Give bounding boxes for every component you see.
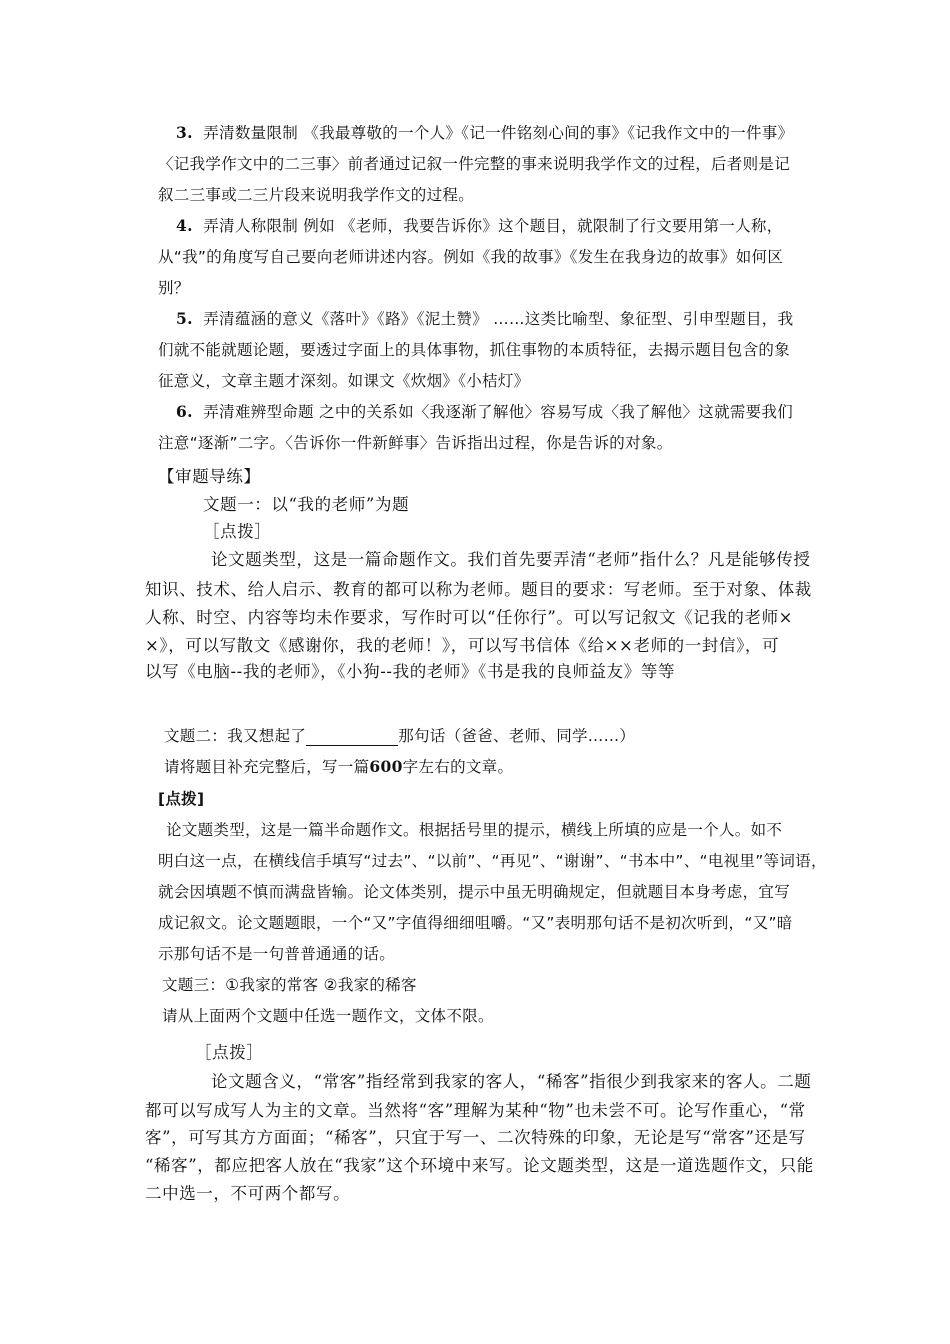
topic-2-title-suffix: 那句话（爸爸、老师、同学……） — [398, 727, 636, 745]
topic-1-line-2: 知识、技术、给人启示、教育的都可以称为老师。题目的要求：写老师。至于对象、体裁 — [145, 580, 812, 599]
tip-item-3-line-2: 〈记我学作文中的二三事〉前者通过记叙一件完整的事来说明我学作文的过程，后者则是记 — [158, 155, 791, 173]
topic-2-word-count: 600 — [369, 757, 403, 776]
topic-2-tip-label: [点拨] — [158, 790, 205, 808]
topic-1-line-1: 论文题类型，这是一篇命题作文。我们首先要弄清“老师”指什么？凡是能够传授 — [211, 550, 811, 569]
topic-1-line-4: ×》，可以写散文《感谢你，我的老师！》，可以写书信体《给××老师的一封信》，可 — [145, 636, 780, 655]
topic-2-line-2: 明白这一点，在横线信手填写“过去”、“以前”、“再见”、“谢谢”、“书本中”、“电视里”等词语， — [158, 852, 827, 870]
tip-item-3-line-3: 叙二三事或二三片段来说明我学作文的过程。 — [158, 186, 475, 204]
topic-2-line-3: 就会因填题不慎而满盘皆输。论文体类别，提示中虽无明确规定，但就题目本身考虑，宜写 — [158, 883, 791, 901]
topic-3-line-2: 都可以写成写人为主的文章。当然将“客”理解为某种“物”也未尝不可。论写作重心，“常 — [145, 1101, 806, 1120]
practice-heading: 【审题导练】 — [158, 467, 261, 486]
topic-1-line-3: 人称、时空、内容等均未作要求，写作时可以“任你行”。可以写记叙文《记我的老师× — [145, 608, 794, 627]
topic-3-line-5: 二中选一，不可两个都写。 — [145, 1184, 351, 1203]
tip-item-6-line-1 — [176, 402, 793, 422]
tip-item-4-line-3: 别？ — [158, 279, 190, 297]
topic-2-line-1: 论文题类型，这是一篇半命题作文。根据括号里的提示，横线上所填的应是一个人。如不 — [166, 821, 783, 839]
tip-item-3-number: 3. — [176, 123, 193, 142]
topic-3-tip-label: ［点拨］ — [195, 1043, 264, 1062]
tip-item-5-line-3: 征意义，文章主题才深刻。如课文《炊烟》《小桔灯》 — [158, 372, 530, 390]
topic-1-title: 文题一：以“我的老师”为题 — [203, 495, 410, 514]
topic-2-req-prefix: 请将题目补充完整后，写一篇 — [164, 758, 370, 776]
topic-2-line-5: 示那句话不是一句普普通通的话。 — [158, 945, 396, 963]
tip-item-4-line-1 — [176, 216, 783, 236]
tip-item-3-line-1 — [176, 123, 793, 143]
tip-item-5-number: 5. — [176, 309, 193, 328]
topic-1-line-5: 以写《电脑--我的老师》，《小狗--我的老师》《书是我的良师益友》等等 — [145, 662, 676, 681]
tip-item-5-text: 弄清蕴涵的意义《落叶》《路》《泥土赞》 ……这类比喻型、象征型、引申型题目，我 — [203, 310, 794, 328]
topic-2-fill-blank — [306, 727, 398, 746]
tip-item-4-number: 4. — [176, 216, 193, 235]
topic-1-tip-label: ［点拨］ — [203, 522, 272, 541]
tip-item-4-line-2: 从“我”的角度写自己要向老师讲述内容。例如《我的故事》《发生在我身边的故事》如何区 — [158, 248, 784, 266]
topic-3-requirement: 请从上面两个文题中任选一题作文，文体不限。 — [162, 1007, 494, 1025]
topic-3-line-1: 论文题含义，“常客”指经常到我家的客人，“稀客”指很少到我家来的客人。二题 — [211, 1072, 812, 1091]
tip-item-5-line-1 — [176, 309, 793, 329]
topic-3-title: 文题三：①我家的常客 ②我家的稀客 — [162, 976, 417, 994]
topic-3-line-4: “稀客”，都应把客人放在“我家”这个环境中来写。论文题类型，这是一道选题作文，只能 — [145, 1156, 814, 1175]
topic-2-title-prefix: 文题二：我又想起了 — [164, 727, 307, 745]
topic-2-line-4: 成记叙文。论文题题眼，一个“又”字值得细细咀嚼。“又”表明那句话不是初次听到，“又”暗 — [158, 914, 793, 932]
tip-item-6-line-2: 注意“逐渐”二字。〈告诉你一件新鲜事〉告诉指出过程，你是告诉的对象。 — [158, 434, 673, 452]
tip-item-6-text: 弄清难辨型命题 之中的关系如〈我逐渐了解他〉容易写成〈我了解他〉这就需要我们 — [203, 403, 794, 421]
tip-item-6-number: 6. — [176, 402, 193, 421]
topic-3-line-3: 客”，可写其方方面面；“稀客”，只宜于写一、二次特殊的印象，无论是写“常客”还是写 — [145, 1128, 806, 1147]
tip-item-3-text: 弄清数量限制 《我最尊敬的一个人》《记一件铭刻心间的事》《记我作文中的一件事》 — [203, 124, 794, 142]
topic-2-title — [164, 726, 635, 746]
tip-item-5-line-2: 们就不能就题论题，要透过字面上的具体事物，抓住事物的本质特征，去揭示题目包含的象 — [158, 341, 791, 359]
topic-2-req-suffix: 字左右的文章。 — [402, 758, 514, 776]
tip-item-4-text: 弄清人称限制 例如 《老师，我要告诉你》这个题目，就限制了行文要用第一人称， — [203, 217, 783, 235]
topic-2-requirement — [164, 757, 513, 777]
